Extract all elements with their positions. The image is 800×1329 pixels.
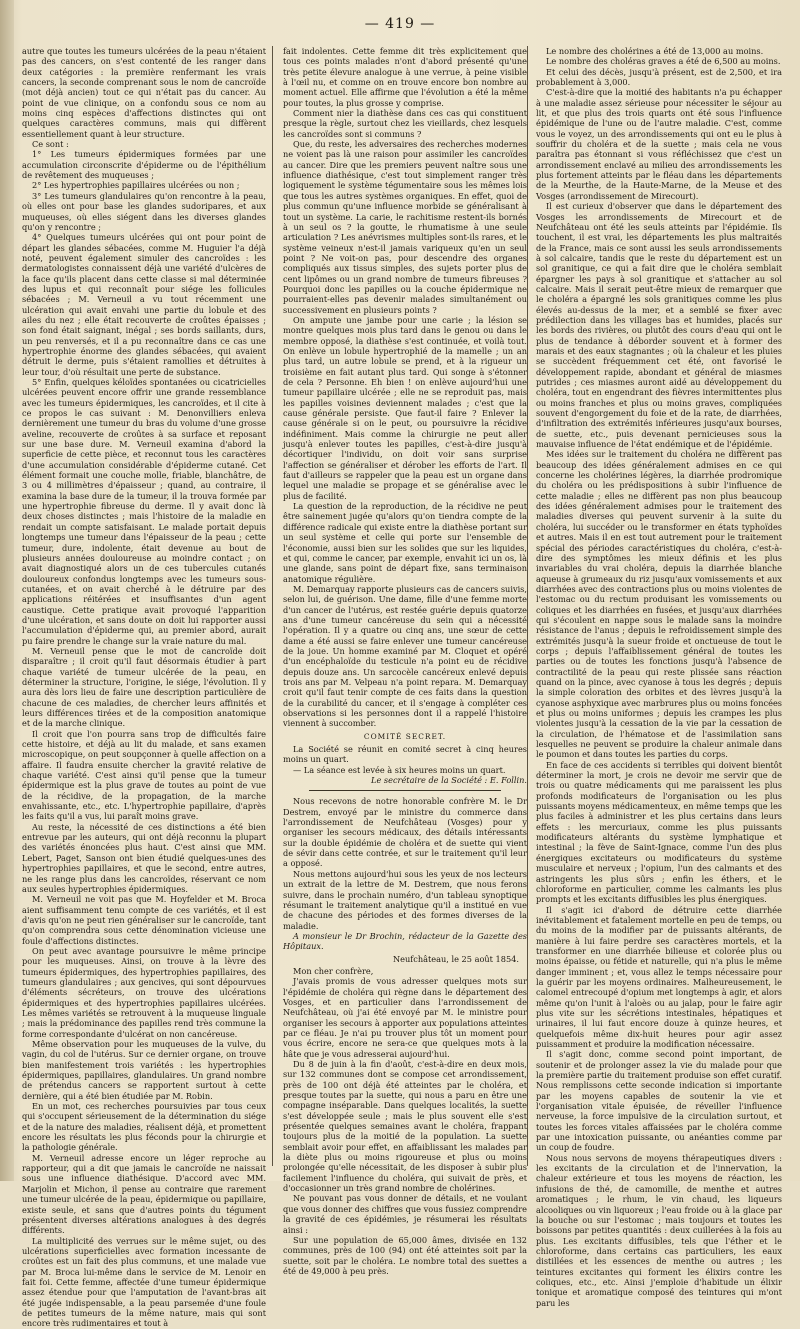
section-divider [309,790,501,791]
column-left [22,46,266,1329]
paragraph: M. Verneuil pense que le mot de cancroïde doit disparaître ; il croit qu'il faut désormais étudier à part chaque variété de tumeur ulcérée de la peau, en déterminer la structure, l'origine, le siége, l'évolution. Il y aura dès lors lieu de faire une description particulière de chacune de ces maladies, de chercher leurs affinités et leurs différences tirées et de la composition anatomique et de la marche clinique. [22,645,266,729]
paragraph: On ampute une jambe pour une carie ; la lésion se montre quelques mois plus tard dans le genou ou dans le membre opposé, la diathèse s'est continuée, et voilà tout. On enlève un lobule hypertrophié de la mamelle ; un an plus tard, un autre lobule se prend, et à la rigueur un troisième en fait autant plus tard. Qui songe à s'étonner de cela ? Personne. Eh bien ! on enlève aujourd'hui une tumeur papillaire ulcérée ; elle ne se reproduit pas, mais les papilles voisines deviennent malades ; c'est que la cause générale persiste. Que faut-il faire ? Enlever la cause générale si on le peut, ou poursuivre la récidive indéfiniment. Mais comme la chirurgie ne peut aller jusqu'à enlever toutes les papilles, c'est-à-dire jusqu'à décortiquer l'individu, on doit voir sans surprise l'affection se généraliser et dérober les efforts de l'art. Il faut d'ailleurs se rappeler que la peau est un organe dans lequel une maladie se propage et se généralise avec le plus de facilité. [283,314,527,501]
section-heading-secret-committee: COMITÉ SECRET. [363,731,447,741]
letter-place-date: Neufchâteau, le 25 août 1854. [392,953,519,964]
paragraph: J'avais promis de vous adresser quelques mots sur l'épidémie de choléra qui règne dans le département des Vosges, et en particulier dans l'arrondissement de Neufchâteau, où j'ai été envoyé par M. le ministre pour organiser les secours à apporter aux populations atteintes par ce fléau. Je n'ai pu trouver plus tôt un moment pour vous écrire, encore ne sera-ce que quelques mots à la hâte que je vous adresserai aujourd'hui. [283,976,527,1059]
paragraph: Sur une population de 65,000 âmes, divisée en 132 communes, près de 100 (94) ont été atteintes soit par la suette, soit par le choléra. Le nombre total des suettes a été de 49,000 à peu près. [283,1234,527,1276]
paragraph: Le nombre des cholérines a été de 13,000 au moins. [546,46,764,56]
paragraph: Il s'agit ici d'abord de détruire cette diarrhée inévitablement et fatalement mortelle en peu de temps, ou du moins de la modifier par de puissants altérants, de manière à lui faire perdre ses caractères mortels, et la transformer en une diarrhée bilieuse et colorée plus ou moins épaisse, ou fétide et naturelle, qui n'a plus le même danger imminent ; et, vous allez le temps nécessaire pour la guérir par les moyens ordinaires. Malheureusement, le calomel entrecoupé d'opium met longtemps à agir, et alors même qu'on l'unit à l'aloès ou au jalap, pour le faire agir plus vite sur les sécrétions intestinales, hépatiques et urinaires, il lui faut encore douze à quinze heures, et quelquefois même dix-huit heures pour agir assez puissamment et produire la modification nécessaire. [536,904,782,1049]
paragraph: 4° Quelques tumeurs ulcérées qui ont pour point de départ les glandes sébacées, comme M. Huguier l'a déjà noté, peuvent également simuler des cancroïdes : les dermatologistes connaissent déjà une variété d'ulcères de la face qu'ils placent dans cette classe si mal déterminée des lupus et qui reconnaît pour siége les follicules sébacées ; M. Verneuil a vu tout récemment une ulcération qui avait envahi une partie du lobule et des ailes du nez ; elle était recouverte de croûtes épaisses ; son fond était saignant, inégal ; ses bords saillants, durs, un peu renversés, et il a pu reconnaître dans ce cas une hypertrophie énorme des glandes sébacées, qui avaient détruit le derme, puis s'étaient ramollies et détruites à leur tour, d'où résultait une perte de substance. [22,232,266,377]
column-middle [283,46,527,1276]
paragraph: Il croit que l'on pourra sans trop de difficultés faire cette histoire, et déjà au lit du malade, et sans examen microscopique, on peut soupçonner à quelle affection on a affaire. Il faudra ensuite chercher la gravité relative de chaque variété. C'est ainsi qu'il pense que la tumeur épidermique est la plus grave de toutes au point de vue de la récidive, de la propagation, de la marche envahissante, etc., etc. L'hypertrophie papillaire, d'après les faits qu'il a vus, lui paraît moins grave. [22,728,266,822]
column-rule [272,46,273,1166]
paragraph: Mes idées sur le traitement du choléra ne diffèrent pas beaucoup des idées généralement admises en ce qui concerne les cholérines légères, la diarrhée prodromique du choléra ou les prédispositions à subir l'influence de cette maladie ; elles ne diffèrent pas non plus beaucoup des idées généralement admises pour le traitement des maladies diverses qui peuvent survenir à la suite du choléra, lui succéder ou le transformer en états typhoïdes et autres. Mais il en est tout autrement pour le traitement spécial des périodes caractéristiques du choléra, c'est-à-dire des symptômes les mieux définis et les plus invariables du vrai choléra, depuis la diarrhée blanche aqueuse à grumeaux du riz jusqu'aux vomissements et aux diarrhées avec des contractions plus ou moins violentes de l'estomac ou du rectum produisant les vomissements ou coliques et les diarrhées en fusées, et jusqu'aux diarrhées qui s'écoulent en nappe sous le malade sans la moindre résistance de l'anus ; depuis le refroidissement simple des extrémités jusqu'à la sueur froide et onctueuse de tout le corps ; depuis l'affaiblissement général de toutes les parties ou de toutes les fonctions jusqu'à l'absence de contractilité de la peau qui reste plissée sans réaction quand on la pince, avec cyanose à tous les degrés ; depuis la simple coloration des orbites et des lèvres jusqu'à la cyanose asphyxique avec marbrures plus ou moins foncées et plus ou moins uniformes ; depuis les crampes les plus violentes jusqu'à la cessation de la vie par la cessation de la circulation, de l'hématose et de l'assimilation sans lesquelles ne peuvent se produire la chaleur animale dans le poumon et dans toutes les parties du corps. [536,449,782,760]
paragraph: Et celui des décès, jusqu'à présent, est de 2,500, et ira probablement à 3,000. [536,66,782,88]
paragraph: C'est-à-dire que la moitié des habitants n'a pu échapper à une maladie assez sérieuse pour nécessiter le séjour au lit, et que plus des trois quarts ont été sous l'influence épidémique de l'une ou de l'autre maladie. C'est, comme vous le voyez, un des arrondissements qui ont eu le plus à souffrir du choléra et de la suette ; mais cela ne vous paraîtra pas étonnant si vous réfléchissez que c'est un arrondissement enclavé au milieu des arrondissements les plus fortement atteints par le fléau dans les départements de la Meurthe, de la Haute-Marne, de la Meuse et des Vosges (arrondissement de Mirecourt). [536,87,782,201]
paragraph: En face de ces accidents si terribles qui doivent bientôt déterminer la mort, je crois ne devoir me servir que de trois ou quatre médicaments qui me paraissent les plus profonds modificateurs de l'organisation ou les plus puissants moyens médicamenteux, en même temps que les plus faciles à administrer et les plus certains dans leurs effets : les mercuriaux, comme les plus puissants modificateurs altérants du système lymphatique et intestinal ; la fève de Saint-Ignace, comme l'un des plus énergiques excitateurs ou modificateurs du système musculaire et nerveux ; l'opium, l'un des calmants et des astringents les plus sûrs ; enfin les éthers, et le chloroforme en particulier, comme les calmants les plus prompts et les excitants diffusibles les plus énergiques. [536,759,782,905]
paragraph: Il est curieux d'observer que dans le département des Vosges les arrondissements de Mirecourt et de Neufchâteau ont été les seuls atteints par l'épidémie. Ils touchent, il est vrai, les départements les plus maltraités de la France, mais ce sont aussi les seuls arrondissements à sol calcaire, tandis que le reste du département est un sol granitique, ce qui a fait dire que le choléra semblait épargner les pays à sol granitique et s'attacher au sol calcaire. Mais il serait peut-être mieux de remarquer que le choléra a épargné les sols granitiques comme les plus élevés au-dessus de la mer, et a semblé se fixer avec prédilection dans les villages bas et humides, placés sur les bords des rivières, ou plutôt des cours d'eau qui ont le plus de tendance à déborder souvent et à former des marais et des eaux stagnantes ; où la chaleur et les pluies se succèdent fréquemment cet été, ont favorisé le développement rapide, abondant et général de miasmes putrides ; ces miasmes auront aidé au développement du choléra, tout en engendrant des fièvres intermittentes plus ou moins franches et plus ou moins graves, compliquées souvent d'engorgement du foie et de la rate, de diarrhées, d'infiltration des extrémités inférieures jusqu'aux bourses, de suette, etc., puis devenant pernicieuses sous la mauvaise influence de l'état endémique et de l'épidémie. [536,201,782,450]
column-rule [527,46,528,1166]
paragraph: Le nombre des choléras graves a été de 6,500 au moins. [546,56,781,67]
paragraph: 2° Les hypertrophies papillaires ulcérées ou non ; [32,180,240,191]
paragraph: Du 8 de juin à la fin d'août, c'est-à-dire en deux mois, sur 132 communes dont se compose cet arrondissement, près de 100 ont déjà été atteintes par le choléra, et presque toutes par la suette, qui nous a paru en être une compagne inséparable. Dans quelques localités, la suette s'est développée seule ; mais le plus souvent elle s'est présentée quelques semaines avant le choléra, frappant toujours plus de la moitié de la population. La suette semblait avoir pour effet, en affaiblissant les malades par la diète plus ou moins rigoureuse et plus ou moins prolongée qu'elle nécessitait, de les disposer à subir plus facilement l'influence du choléra, qui suivait de près, et d'occasionner un très grand nombre de cholérines. [283,1059,527,1194]
binding-gutter [0,0,14,1181]
paragraph: On peut avec avantage poursuivre le même principe pour les muqueuses. Ainsi, on trouve à la lèvre des tumeurs épidermiques, des hypertrophies papillaires, des tumeurs glandulaires ; aux gencives, qui sont dépourvues d'éléments sécréteurs, on trouve des ulcérations épidermiques et des hypertrophies papillaires ulcérées. Les mêmes variétés se retrouvent à la muqueuse linguale ; mais la prédominance des papilles rend très commune la forme correspondante d'ulcérat on non cancéreuse. [22,945,266,1039]
letter-salutation: Mon cher confrère, [293,965,374,976]
paragraph: Même observation pour les muqueuses de la vulve, du vagin, du col de l'utérus. Sur ce dernier organe, on trouve bien manifestement trois variétés : les hypertrophies épidermiques, papillaires, glandulaires. Un grand nombre de prétendus cancers se rapportent surtout à cette dernière, qui a été bien étudiée par M. Robin. [22,1039,266,1101]
paragraph: La Société se réunit en comité secret à cinq heures moins un quart. [283,744,527,765]
paragraph: M. Demarquay rapporte plusieurs cas de cancers suivis, selon lui, de guérison. Une dame, fille d'une femme morte d'un cancer de l'utérus, est restée guérie depuis quatorze ans d'une tumeur cancéreuse du sein qui a nécessité l'opération. Il y a quatre ou cinq ans, une sœur de cette dame a été aussi se faire enlever une tumeur cancéreuse de la joue. Un homme examiné par M. Cloquet et opéré d'un encéphaloïde du testicule n'a point eu de récidive depuis douze ans. Un sarcocèle cancéreux enlevé depuis trois ans par M. Velpeau n'a point repara. M. Demarquay croit qu'il faut tenir compte de ces faits dans la question de la curabilité du cancer, et il s'engage à compléter ces observations si les personnes dont il a rappelé l'histoire viennent à succomber. [283,583,527,729]
paragraph: Au reste, la nécessité de ces distinctions a été bien entrevue par les auteurs, qui ont déjà reconnu la plupart des variétés énoncées plus haut. C'est ainsi que MM. Lebert, Paget, Sanson ont bien étudié quelques-unes des hypertrophies papillaires, et que le second, entre autres, ne les range plus dans les cancroïdes, réservant ce nom aux seules hypertrophies épidermiques. [22,821,266,894]
paragraph: 3° Les tumeurs glandulaires qu'on rencontre à la peau, où elles ont pour base les glandes sudoripares, et aux muqueuses, où elles siégent dans les diverses glandes qu'on y rencontre ; [22,190,266,232]
paragraph: autre que toutes les tumeurs ulcérées de la peau n'étaient pas des cancers, on s'est contenté de les ranger dans deux catégories : la première renfermant les vrais cancers, la seconde comprenant sous le nom de cancroïde (mot déjà ancien) tout ce qui n'était pas du cancer. Au point de vue clinique, on a confondu sous ce nom au moins cinq espèces d'affections distinctes qui ont quelques caractères communs, mais qui diffèrent essentiellement quant à leur structure. [22,46,266,139]
paragraph: Comment nier la diathèse dans ces cas qui constituent presque la règle, surtout chez les vieillards, chez lesquels les cancroïdes sont si communs ? [283,108,527,139]
paragraph: M. Verneuil adresse encore un léger reproche au rapporteur, qui a dit que jamais le cancroïde ne naissait sous une influence diathésique. D'accord avec MM. Marjolin et Michon, il pense au contraire que rarement une tumeur ulcérée de la peau, épidermique ou papillaire, existe seule, et sans que d'autres points du tégument présentent diverses altérations analogues à des degrés différents. [22,1152,266,1236]
paragraph: Nous recevons de notre honorable confrère M. le Dr Destrem, envoyé par le ministre du commerce dans l'arrondissement de Neufchâteau (Vosges) pour y organiser les secours médicaux, des détails intéressants sur la double épidémie de choléra et de suette qui vient de sévir dans cette contrée, et sur le traitement qu'il leur a opposé. [283,796,527,869]
adjournment-note: — La séance est levée à six heures moins un quart. [293,764,506,775]
paragraph: 5° Enfin, quelques kéloïdes spontanées ou cicatricielles ulcérées peuvent encore offrir une grande ressemblance avec les tumeurs épidermiques, les cancroïdes, et il cite à ce propos le cas suivant : M. Denonvilliers enleva dernièrement une tumeur du bras du volume d'une grosse aveline, recouverte de croûtes à sa surface et reposant sur une base dure. M. Verneuil examina d'abord la superficie de cette pièce, et reconnut tous les caractères d'une accumulation considérable d'épiderme cutané. Cet élément formait une couche molle, friable, blanchâtre, de 3 ou 4 millimètres d'épaisseur ; quand, au contraire, il examina la base dure de la tumeur, il la trouva formée par une hypertrophie fibreuse du derme. Il y avait donc là deux choses distinctes ; mais l'histoire de la maladie en rendait un compte satisfaisant. Le malade portait depuis longtemps une tumeur dans l'épaisseur de la peau ; cette tumeur, dure, indolente, était devenue au bout de plusieurs années douloureuse au moindre contact ; on avait diagnostiqué alors un de ces tubercules cutanés douloureux confondus longtemps avec les tumeurs sous-cutanées, et on avait cherché à le détruire par des applications réitérées et insuffisantes d'un agent caustique. Cette pratique avait provoqué l'apparition d'une ulcération, et sans doute on doit lui rapporter aussi l'accumulation d'épiderme qui, au premier abord, aurait pu faire prendre le change sur la vraie nature du mal. [22,377,266,646]
secretary-signature: Le secrétaire de la Société : E. Follin. [371,775,527,786]
paragraph: Ce sont : [32,139,69,150]
paragraph: Ne pouvant pas vous donner de détails, et ne voulant que vous donner des chiffres que vous fussiez comprendre la gravité de ces épidémies, je résumerai les résultats ainsi : [283,1193,527,1235]
letter-address: A monsieur le Dr Brochin, rédacteur de la Gazette des Hôpitaux. [283,930,527,952]
paragraph: En un mot, ces recherches poursuivies par tous ceux qui s'occupent sérieusement de la détermination du siége et de la nature des maladies, réalisent déjà, et promettent encore les résultats les plus féconds pour la chirurgie et la pathologie générale. [22,1101,266,1153]
paragraph: fait indolentes. Cette femme dit très explicitement que tous ces points malades n'ont d'abord présenté qu'une très petite élevure analogue à une verrue, à peine visible à l'œil nu, et comme on en trouve encore bon nombre au moment actuel. Elle affirme que l'évolution a été la même pour toutes, la plus grosse y comprise. [283,46,527,108]
paragraph: Nous nous servons de moyens thérapeutiques divers : les excitants de la circulation et de l'innervation, la chaleur extérieure et tous les moyens de réaction, les infusions de thé, de camomille, de menthe et autres aromatiques ; le rhum, le vin chaud, les liqueurs alcooliques ou vin liquoreux ; l'eau froide ou à la glace par la bouche ou sur l'estomac ; mais toujours et toutes les boissons par petites quantités : deux cuillerées à la fois au plus. Les excitants diffusibles, tels que l'éther et le chloroforme, dans certains cas particuliers, les eaux distillées et les essences de menthe ou autres ; les teintures excitantes qui forment les élixirs contre les coliques, etc., etc. Ainsi j'emploie d'habitude un élixir tonique et aromatique composé des teintures qui m'ont paru les [536,1152,782,1308]
paragraph: Que, du reste, les adversaires des recherches modernes ne voient pas là une raison pour assimiler les cancroïdes au cancer. Dire que les premiers peuvent naître sous une influence diathésique, c'est tout simplement ranger très logiquement le système tégumentaire sous les mêmes lois que tous les autres systèmes organiques. En effet, quoi de plus commun qu'une influence morbide se généralisant à tout un système. La carie, le rachitisme restent-ils bornés à un seul os ? la goutte, le rhumatisme à une seule articulation ? Les anévrismes multiples sont-ils rares, et le système veineux n'est-il jamais variqueux qu'en un seul point ? Ne voit-on pas, pour descendre des organes compliqués aux tissus simples, des sujets porter plus de cent lipômes ou un grand nombre de tumeurs fibreuses ? Pourquoi donc les papilles ou la couche épidermique ne pourraient-elles pas devenir malades simultanément ou successivement en plusieurs points ? [283,139,527,315]
paragraph: 1° Les tumeurs épidermiques formées par une accumulation circonscrite d'épiderme ou de l'épithélium de revêtement des muqueuses ; [22,149,266,181]
paragraph: Nous mettons aujourd'hui sous les yeux de nos lecteurs un extrait de la lettre de M. Destrem, que nous ferons suivre, dans le prochain numéro, d'un tableau synoptique résumant le traitement analytique qu'il a institué en vue de chacune des périodes et des formes diverses de la maladie. [283,868,527,931]
paragraph: Il s'agit donc, comme second point important, de soutenir et de prolonger assez la vie du malade pour que la première partie du traitement produise son effet curatif. Nous remplissons cette seconde indication si importante par les moyens capables de soutenir la vie et l'organisation vitale épuisée, de réveiller l'influence nerveuse, la force impulsive de la circulation surtout, et toutes les forces vitales affaissées par le choléra comme par une intoxication puissante, ou anéanties comme par un coup de foudre. [536,1049,782,1153]
column-right [536,46,782,1308]
paragraph: M. Verneuil ne voit pas que M. Hoyfelder et M. Broca aient suffisamment tenu compte de ces variétés, et il est d'avis qu'on ne peut rien généraliser sur le cancroïde, tant qu'on comprendra sous cette dénomination vicieuse une foule d'affections distinctes. [22,894,266,946]
page-number: — 419 — [364,16,436,32]
paragraph: La multiplicité des verrues sur le même sujet, ou des ulcérations superficielles avec formation incessante de croûtes est un fait des plus communs, et une malade vue par M. Broca lui-même dans le service de M. Lenoir en fait foi. Cette femme, affectée d'une tumeur épidermique assez étendue pour que l'amputation de l'avant-bras ait été jugée indispensable, a la peau parsemée d'une foule de petites tumeurs de la même nature, mais qui sont encore très rudimentaires et tout à [22,1235,266,1329]
paragraph: La question de la reproduction, de la récidive ne peut être sainement jugée qu'alors qu'on tiendra compte de la différence radicale qui existe entre la diathèse portant sur un seul système et celle qui porte sur l'ensemble de l'économie, aussi bien sur les solides que sur les liquides, et qui, comme le cancer, par exemple, envahit ici un os, là une glande, sans point de départ fixe, sans terminaison anatomique régulière. [283,501,527,584]
